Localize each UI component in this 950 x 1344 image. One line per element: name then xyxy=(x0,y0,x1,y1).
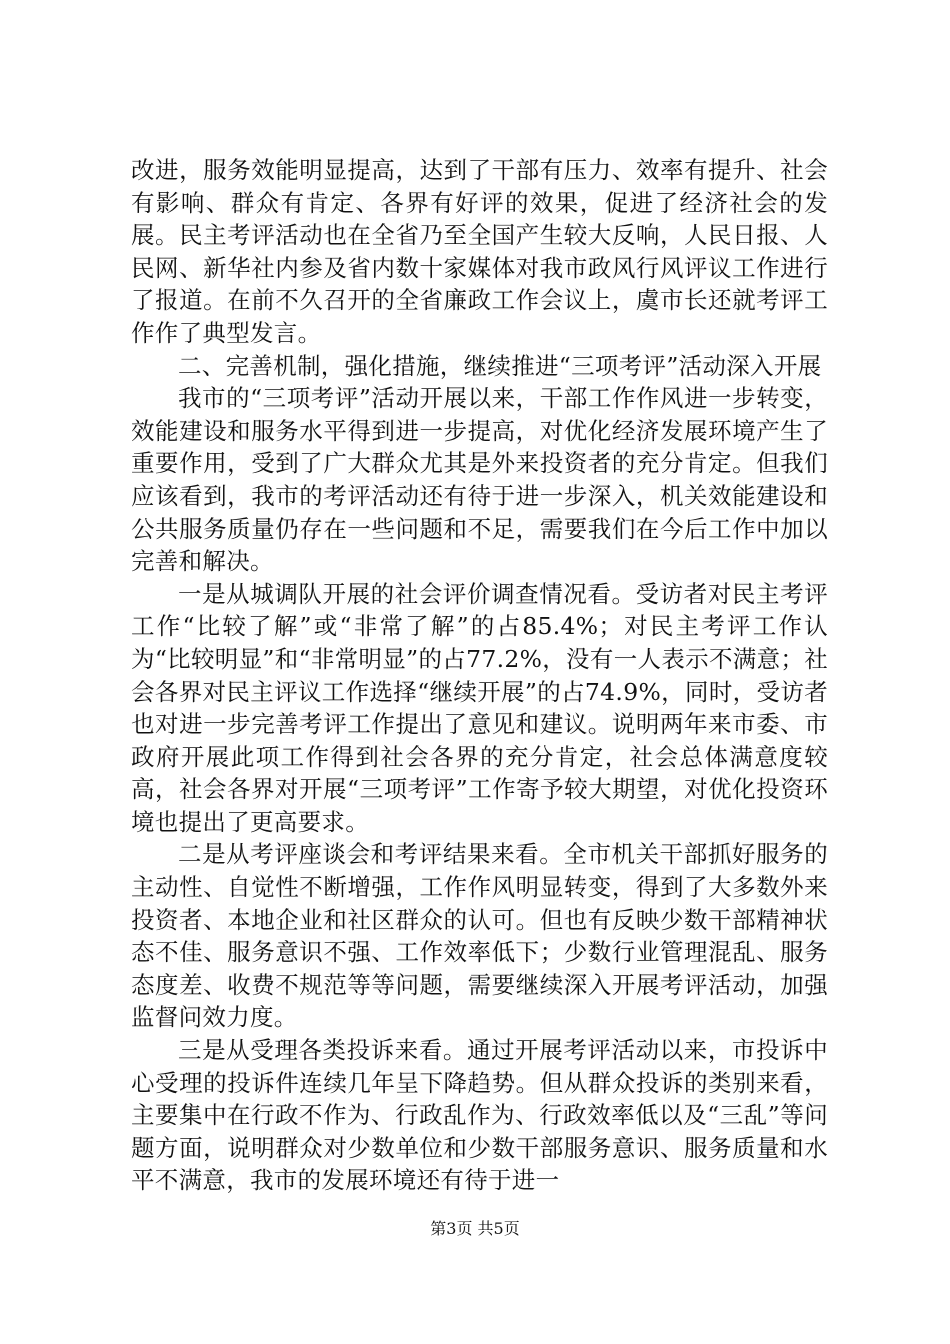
paragraph-5: 二是从考评座谈会和考评结果来看。全市机关干部抓好服务的主动性、自觉性不断增强，工作作风明显转变，得到了大多数外来投资者、本地企业和社区群众的认可。但也有反映少数干部精神状态不佳、服务意识不强、工作效率低下；少数行业管理混乱、服务态度差、收费不规范等等问题，需要继续深入开展考评活动，加强监督问效力度。 xyxy=(131,840,828,1032)
document-body xyxy=(131,154,828,1197)
paragraph-6: 三是从受理各类投诉来看。通过开展考评活动以来，市投诉中心受理的投诉件连续几年呈下降趋势。但从群众投诉的类别来看，主要集中在行政不作为、行政乱作为、行政效率低以及“三乱”等问题方面，说明群众对少数单位和少数干部服务意识、服务质量和水平不满意，我市的发展环境还有待于进一 xyxy=(131,1036,828,1195)
paragraph-4: 一是从城调队开展的社会评价调查情况看。受访者对民主考评工作“比较了解”或“非常了解”的占85.4%；对民主考评工作认为“比较明显”和“非常明显”的占77.2%，没有一人表示不满意；社会各界对民主评议工作选择“继续开展”的占74.9%，同时，受访者也对进一步完善考评工作提出了意见和建议。说明两年来市委、市政府开展此项工作得到社会各界的充分肯定，社会总体满意度较高，社会各界对开展“三项考评”工作寄予较大期望，对优化投资环境也提出了更高要求。 xyxy=(131,579,828,836)
section-heading-2: 二、完善机制，强化措施，继续推进“三项考评”活动深入开展 xyxy=(178,351,822,380)
paragraph-1: 改进，服务效能明显提高，达到了干部有压力、效率有提升、社会有影响、群众有肯定、各界有好评的效果，促进了经济社会的发展。民主考评活动也在全省乃至全国产生较大反响，人民日报、人民网、新华社内参及省内数十家媒体对我市政风行风评议工作进行了报道。在前不久召开的全省廉政工作会议上，虞市长还就考评工作作了典型发言。 xyxy=(131,156,828,347)
page-number-footer: 第3页 共5页 xyxy=(430,1219,520,1238)
paragraph-3: 我市的“三项考评”活动开展以来，干部工作作风进一步转变，效能建设和服务水平得到进一步提高，对优化经济发展环境产生了重要作用，受到了广大群众尤其是外来投资者的充分肯定。但我们应该看到，我市的考评活动还有待于进一步深入，机关效能建设和公共服务质量仍存在一些问题和不足，需要我们在今后工作中加以完善和解决。 xyxy=(131,384,828,576)
